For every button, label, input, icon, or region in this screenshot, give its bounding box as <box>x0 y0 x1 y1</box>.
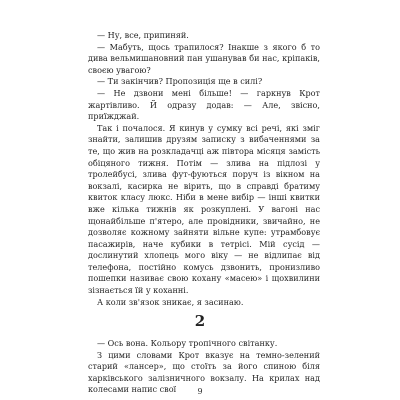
paragraph: З цими словами Крот вказує на темно-зелений старий «лансер», що стоїть за його спиною біля харківського залізничного вокзалу. На крилах над колесами напис свої <box>88 349 320 395</box>
main-text-block <box>88 30 320 308</box>
paragraph: А коли зв'язок зникає, я засинаю. <box>97 296 244 307</box>
paragraph: Так і почалося. Я кинув у сумку всі речі, які зміг знайти, залишив друзям записку з вибаченнями за те, що жив на розкладачці аж півтора місяця замість обіцяного тижня. Потім — злива на підлозі у тролейбусі, злива фут-фуються поруч із вікном на вокзалі, касирка не вірить, що в справді братиму квиток класу люкс. Ніби в мене вибір — інші квитки вже кілька тижнів як розкуплені. У вагоні нас щонайбільше п'ятеро, але провідники, звичайно, не дозволяє кожному зайняти вільне купе: утрамбовує пасажирів, наче кубики в тетрісі. Мій сусід — дослинутий хлопець мого віку — не відлипає від телефона, постійно комусь дзвонить, пронизливо пошепки називає свою кохану «масею» і щохвилини зізнається їй у коханні. <box>88 122 320 296</box>
paragraph: — Ти закінчив? Пропозиція ще в силі? <box>97 76 263 87</box>
page-number: 9 <box>197 387 203 396</box>
paragraph: — Ось вона. Кольору тропічного світанку. <box>97 338 278 348</box>
paragraph: — Мабуть, щось трапилося? Інакше з якого б то дива вельмишановний пан ушанував би нас, кріпаків, своєю увагою? <box>88 41 320 75</box>
paragraph: — Не дзвони мені більше! — гаркнув Крот жартівливо. Й одразу додав: — Але, звісно, приїжджай. <box>88 87 320 122</box>
paragraph: — Ну, все, припиняй. <box>97 30 189 40</box>
chapter-number: 2 <box>194 312 206 330</box>
